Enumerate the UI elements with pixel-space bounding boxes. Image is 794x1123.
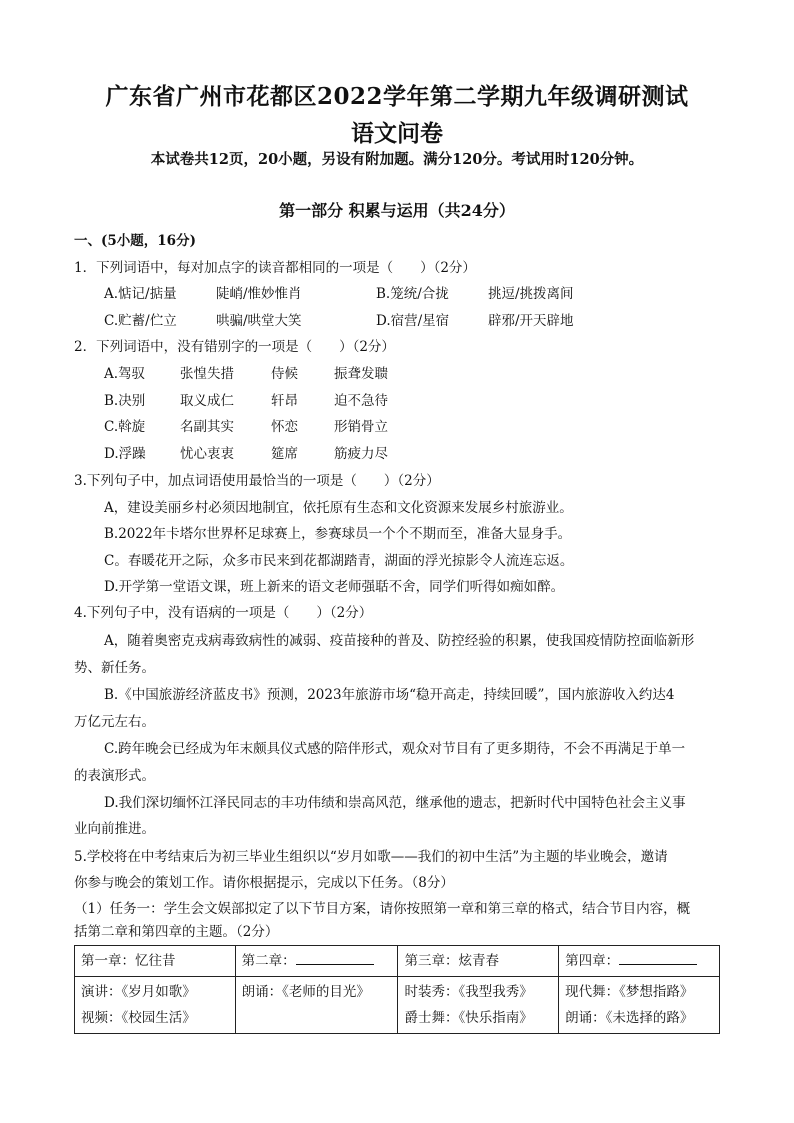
q3-option-c: C。春暖花开之际，众多市民来到花都湖踏青，湖面的浮光掠影令人流连忘返。 <box>104 553 574 569</box>
program-item: 朗诵：《老师的目光》 <box>241 984 370 1000</box>
q4-option-b-cont: 万亿元左右。 <box>74 714 155 730</box>
table-cell <box>559 977 720 1034</box>
q4-option-a: A，随着奥密克戎病毒致病性的减弱、疫苗接种的普及、防控经验的积累，使我国疫情防控面临新形 <box>104 633 695 649</box>
q1-option-a1: A.惦记/掂量 <box>104 286 177 302</box>
q1-option-d2: 辟邪/开天辟地 <box>488 313 574 329</box>
table-header-row <box>75 946 720 977</box>
q2-word: 迫不急待 <box>334 393 388 409</box>
q2-word: 忧心衷衷 <box>180 446 234 462</box>
q2-word: D.浮躁 <box>104 446 146 462</box>
q2-word: 怀恋 <box>271 419 298 435</box>
q3-stem: 3.下列句子中，加点词语使用最恰当的一项是（ ）（2分） <box>74 473 440 489</box>
section-heading: 一、(5小题，16分) <box>74 233 196 249</box>
answer-blank[interactable] <box>619 950 697 965</box>
table-header-cell <box>75 946 236 977</box>
q4-option-d: D.我们深切缅怀江泽民同志的丰功伟绩和崇高风范，继承他的遗志，把新时代中国特色社会主义事 <box>104 795 686 811</box>
program-item: 演讲：《岁月如歌》 <box>81 984 196 1000</box>
q4-option-c: C.跨年晚会已经成为年末颇具仪式感的陪伴形式，观众对节目有了更多期待，不会不再满足于单一 <box>104 741 686 757</box>
chapter-3-heading: 第三章：炫青春 <box>404 953 499 969</box>
q1-option-b2: 挑逗/挑拨离间 <box>488 286 574 302</box>
table-header-cell <box>559 946 720 977</box>
q4-option-c-cont: 的表演形式。 <box>74 768 155 784</box>
q2-word: 筋疲力尽 <box>334 446 388 462</box>
q2-stem: 2．下列词语中，没有错别字的一项是（ ）（2分） <box>74 339 395 355</box>
table-row <box>75 977 720 1034</box>
exam-title: 广东省广州市花都区2022学年第二学期九年级调研测试 <box>105 83 689 110</box>
q1-option-b1: B.笼统/合拢 <box>376 286 449 302</box>
program-table <box>74 945 720 1034</box>
q4-option-d-cont: 业向前推进。 <box>74 821 155 837</box>
q3-option-a: A，建设美丽乡村必须因地制宜，依托原有生态和文化资源来发展乡村旅游业。 <box>104 500 573 516</box>
chapter-4-heading: 第四章： <box>565 953 620 969</box>
program-item: 爵士舞：《快乐指南》 <box>404 1010 533 1026</box>
q2-word: A.驾驭 <box>104 366 146 382</box>
q1-option-a2: 陡峭/惟妙惟肖 <box>216 286 302 302</box>
q2-word: 取义成仁 <box>180 393 234 409</box>
q3-option-d: D.开学第一堂语文课，班上新来的语文老师强聒不舍，同学们听得如痴如醉。 <box>104 579 565 595</box>
program-item: 时装秀：《我型我秀》 <box>404 984 533 1000</box>
q1-option-c1: C.贮蓄/伫立 <box>104 313 177 329</box>
q2-word: 筵席 <box>271 446 298 462</box>
q2-word: C.斡旋 <box>104 419 146 435</box>
q1-stem: 1．下列词语中，每对加点字的读音都相同的一项是（ ）（2分） <box>74 260 476 276</box>
q5-stem-cont: 你参与晚会的策划工作。请你根据提示，完成以下任务。（8分） <box>74 875 454 891</box>
answer-blank[interactable] <box>296 950 374 965</box>
q5-task1-cont: 括第二章和第四章的主题。（2分） <box>74 924 279 940</box>
part-title: 第一部分 积累与运用（共24分） <box>279 201 515 220</box>
exam-subtitle: 语文问卷 <box>351 120 443 147</box>
q2-word: 轩昂 <box>271 393 298 409</box>
q2-word: 名副其实 <box>180 419 234 435</box>
program-item: 朗诵：《未选择的路》 <box>565 1010 694 1026</box>
q5-stem: 5.学校将在中考结束后为初三毕业生组织以“岁月如歌——我们的初中生活”为主题的毕业晚会，邀请 <box>74 849 668 865</box>
q5-task1: （1）任务一：学生会文娱部拟定了以下节目方案，请你按照第一章和第三章的格式，结合节目内容，概 <box>74 901 691 917</box>
q2-word: 侍候 <box>271 366 298 382</box>
table-cell <box>235 977 398 1034</box>
table-cell <box>398 977 559 1034</box>
table-cell <box>75 977 236 1034</box>
table-header-cell <box>235 946 398 977</box>
q2-word: 形销骨立 <box>334 419 388 435</box>
exam-notice: 本试卷共12页，20小题，另设有附加题。满分120分。考试用时120分钟。 <box>150 151 644 168</box>
q2-word: 张惶失措 <box>180 366 234 382</box>
program-item: 现代舞：《梦想指路》 <box>565 984 694 1000</box>
chapter-2-heading: 第二章： <box>241 953 296 969</box>
q1-option-d1: D.宿营/星宿 <box>376 313 450 329</box>
q4-stem: 4.下列句子中，没有语病的一项是（ ）（2分） <box>74 605 373 621</box>
q2-word: B.决别 <box>104 393 146 409</box>
program-item: 视频：《校园生活》 <box>81 1010 196 1026</box>
chapter-1-heading: 第一章：忆往昔 <box>81 953 176 969</box>
table-header-cell <box>398 946 559 977</box>
q3-option-b: B.2022年卡塔尔世界杯足球赛上，参赛球员一个个不期而至，准备大显身手。 <box>104 526 572 542</box>
q4-option-a-cont: 势、新任务。 <box>74 660 155 676</box>
q4-option-b: B.《中国旅游经济蓝皮书》预测，2023年旅游市场“稳开高走，持续回暖”，国内旅游收入约达4 <box>104 687 675 703</box>
q1-option-c2: 哄骗/哄堂大笑 <box>216 313 302 329</box>
q2-word: 振聋发聩 <box>334 366 388 382</box>
